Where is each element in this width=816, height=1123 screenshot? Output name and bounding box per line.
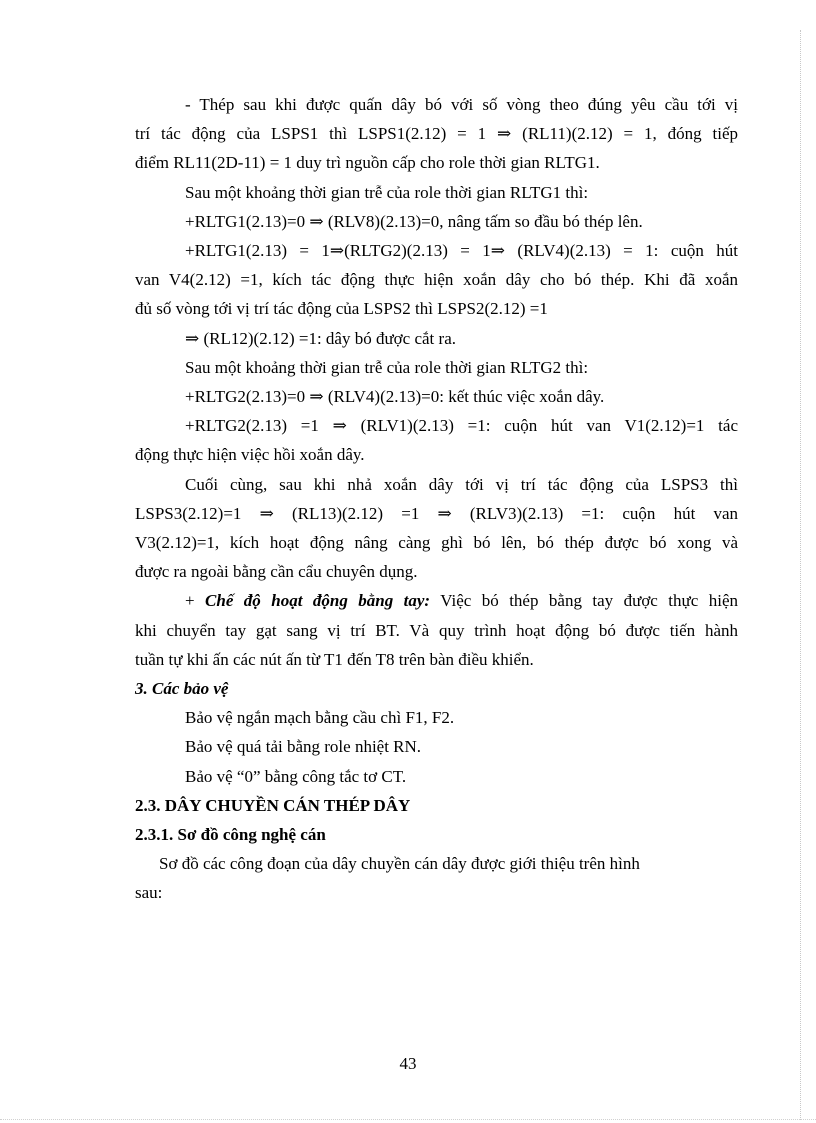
paragraph-line: van V4(2.12) =1, kích tác động thực hiện xoắn dây cho bó thép. Khi đã xoắn: [135, 270, 738, 290]
paragraph-line: LSPS3(2.12)=1 ⇒ (RL13)(2.12) =1 ⇒ (RLV3)(2.13) =1: cuộn hút van: [135, 503, 738, 523]
paragraph-line: tuần tự khi ấn các nút ấn từ T1 đến T8 trên bàn điều khiển.: [135, 649, 534, 669]
paragraph-line: sau:: [135, 883, 163, 903]
protection-item: Bảo vệ “0” bằng công tắc tơ CT.: [185, 766, 407, 786]
manual-mode-text: Việc bó thép bằng tay được thực hiện: [430, 591, 738, 611]
protection-item: Bảo vệ quá tải bằng role nhiệt RN.: [185, 737, 422, 757]
paragraph-line: +RLTG1(2.13) = 1⇒(RLTG2)(2.13) = 1⇒ (RLV4)(2.13) = 1: cuộn hút: [185, 241, 738, 261]
paragraph-line: Sơ đồ các công đoạn của dây chuyền cán dây được giới thiệu trên hình: [159, 854, 640, 874]
paragraph-line: ⇒ (RL12)(2.12) =1: dây bó được cắt ra.: [185, 328, 456, 348]
page-number: 43: [399, 1054, 417, 1073]
paragraph-line: Sau một khoảng thời gian trễ của role thời gian RLTG2 thì:: [185, 357, 589, 377]
paragraph-line: Cuối cùng, sau khi nhả xoắn dây tới vị trí tác động của LSPS3 thì: [185, 474, 738, 494]
protection-item: Bảo vệ ngắn mạch bằng cầu chì F1, F2.: [185, 708, 455, 728]
manual-mode-line: [135, 586, 738, 615]
paragraph-line: được ra ngoài bằng cần cẩu chuyên dụng.: [135, 562, 418, 582]
paragraph-line: Sau một khoảng thời gian trễ của role thời gian RLTG1 thì:: [185, 182, 589, 202]
bottom-rule: [0, 1119, 816, 1120]
paragraph-line: đủ số vòng tới vị trí tác động của LSPS2 thì LSPS2(2.12) =1: [135, 299, 548, 319]
paragraph-line: V3(2.12)=1, kích hoạt động nâng càng ghì bó lên, bó thép được bó xong và: [135, 533, 738, 553]
paragraph-line: +RLTG2(2.13)=0 ⇒ (RLV4)(2.13)=0: kết thúc việc xoắn dây.: [185, 387, 605, 407]
paragraph-line: khi chuyển tay gạt sang vị trí BT. Và quy trình hoạt động bó được tiến hành: [135, 620, 738, 640]
paragraph-line: +RLTG2(2.13) =1 ⇒ (RLV1)(2.13) =1: cuộn hút van V1(2.12)=1 tác: [185, 416, 738, 436]
paragraph-line: trí tác động của LSPS1 thì LSPS1(2.12) = 1 ⇒ (RL11)(2.12) = 1, đóng tiếp: [135, 124, 738, 144]
manual-mode-prefix: +: [185, 591, 206, 611]
paragraph-line: động thực hiện việc hồi xoắn dây.: [135, 445, 365, 465]
document-body: [135, 90, 738, 908]
manual-mode-label: Chế độ hoạt động bằng tay:: [205, 591, 431, 611]
section-heading: 2.3. DÂY CHUYỀN CÁN THÉP DÂY: [135, 795, 411, 815]
paragraph-line: +RLTG1(2.13)=0 ⇒ (RLV8)(2.13)=0, nâng tấm so đầu bó thép lên.: [185, 211, 643, 231]
paragraph-line: điểm RL11(2D-11) = 1 duy trì nguồn cấp cho role thời gian RLTG1.: [135, 153, 600, 173]
paragraph-line: - Thép sau khi được quấn dây bó với số vòng theo đúng yêu cầu tới vị: [185, 95, 738, 114]
subsection-heading: 2.3.1. Sơ đồ công nghệ cán: [135, 825, 326, 845]
protection-heading: 3. Các bảo vệ: [135, 679, 229, 699]
